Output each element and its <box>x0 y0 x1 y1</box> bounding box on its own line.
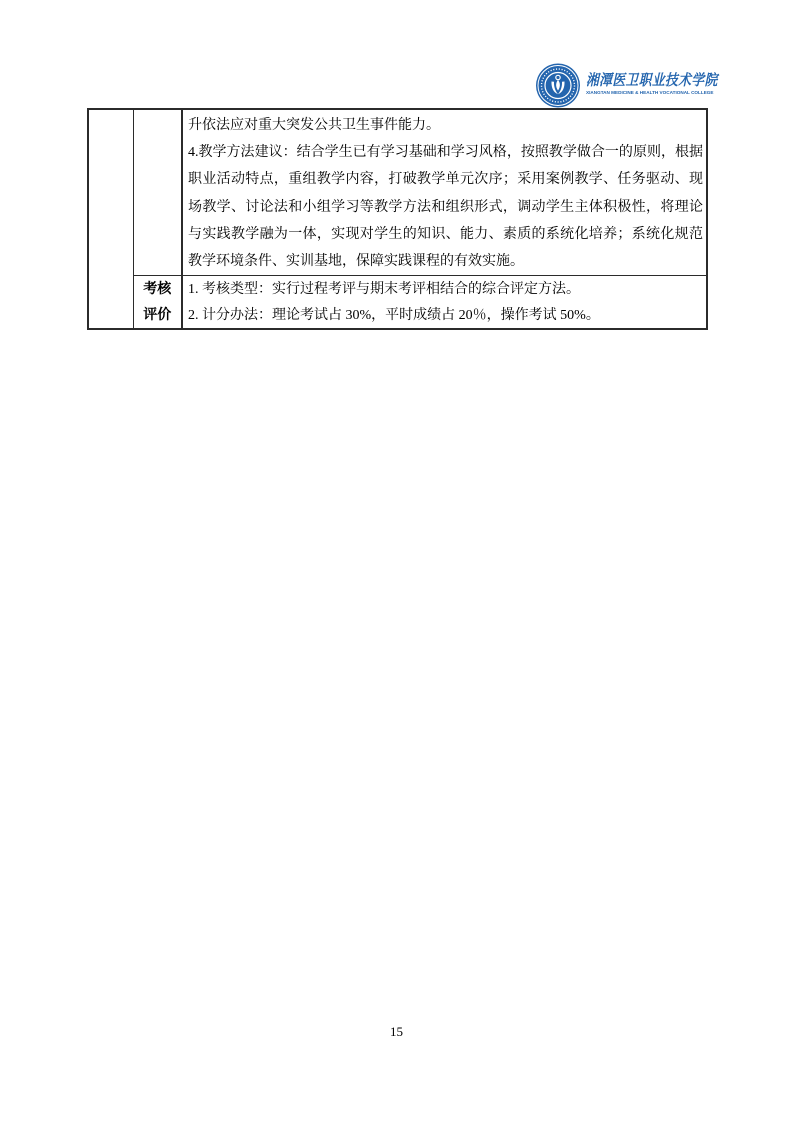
college-name-block <box>586 72 793 99</box>
table-row-teaching <box>88 109 707 276</box>
paragraph-teaching-methods: 4.教学方法建议：结合学生已有学习基础和学习风格，按照教学做合一的原则，根据职业活动特点，重组教学内容，打破教学单元次序；采用案例教学、任务驱动、现场教学、讨论法和小组学习等教学方法和组织形式，调动学生主体积极性，将理论与实践教学融为一体，实现对学生的知识、能力、素质的系统化培养；系统化规范教学环境条件、实训基地，保障实践课程的有效实施。 <box>188 145 703 270</box>
assessment-item-type: 1. 考核类型：实行过程考评与期末考评相结合的综合评定方法。 <box>188 282 580 298</box>
teaching-content-cell <box>182 109 707 276</box>
college-name-zh: 湘潭医卫职业技术学院 <box>586 72 718 89</box>
table-row-assessment <box>88 276 707 330</box>
college-logo <box>535 62 793 108</box>
course-outline-table <box>87 108 708 330</box>
assessment-header-line2: 评价 <box>143 307 172 323</box>
college-emblem-icon <box>535 63 581 108</box>
college-name-en: XIANGTAN MEDICINE & HEALTH VOCATIONAL COLLEGE <box>586 89 714 95</box>
teaching-label-cell-empty <box>133 109 182 276</box>
assessment-header-line1: 考核 <box>143 282 172 298</box>
page-number: 15 <box>390 1024 403 1039</box>
left-spanner-cell <box>88 109 133 329</box>
assessment-header-cell <box>133 276 182 330</box>
assessment-item-scoring: 2. 计分办法：理论考试占 30%，平时成绩占 20％，操作考试 50%。 <box>188 307 600 323</box>
paragraph-continuation: 升依法应对重大突发公共卫生事件能力。 <box>188 118 440 133</box>
assessment-content-cell <box>182 276 707 330</box>
